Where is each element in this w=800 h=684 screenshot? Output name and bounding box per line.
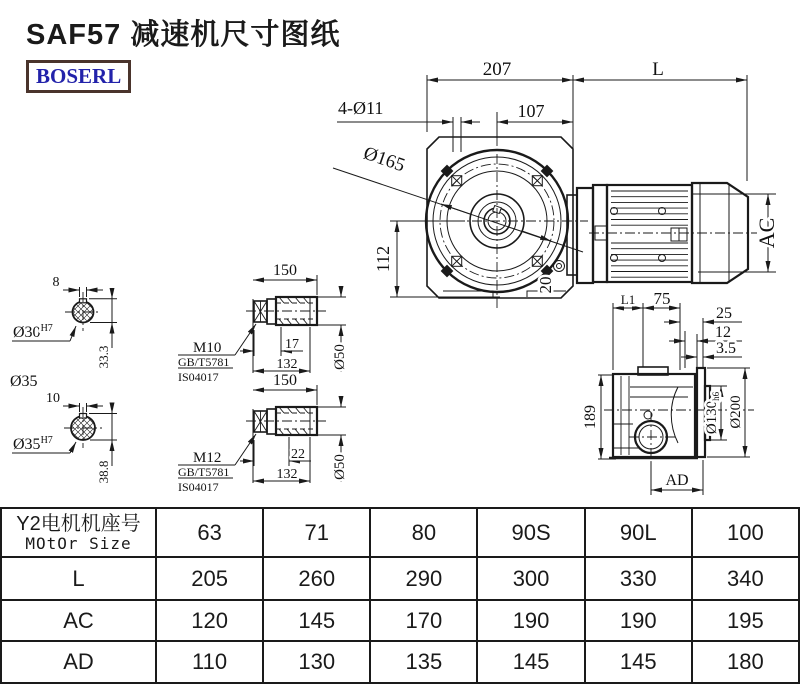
cell-AC-1: 145 xyxy=(263,600,370,641)
row-label-AD: AD xyxy=(1,641,156,683)
label-ext2-thread: M12 xyxy=(193,450,222,466)
cell-L-1: 260 xyxy=(263,557,370,600)
cell-L-2: 290 xyxy=(370,557,477,600)
dim-12: 12 xyxy=(715,324,731,341)
dim-flange-dia: Ø165 xyxy=(360,142,408,177)
dim-L: L xyxy=(652,59,664,80)
cell-AD-3: 145 xyxy=(477,641,584,683)
cell-L-4: 330 xyxy=(585,557,692,600)
cell-AC-3: 190 xyxy=(477,600,584,641)
dim-25: 25 xyxy=(716,305,732,322)
label-bore-35 xyxy=(13,435,53,453)
dim-3-5: 3.5 xyxy=(716,340,736,357)
col-80: 80 xyxy=(370,508,477,557)
dim-189: 189 xyxy=(582,405,599,429)
dim-ext1-17: 17 xyxy=(285,337,299,352)
dim-33-3: 33.3 xyxy=(96,345,111,369)
table-row-L xyxy=(1,557,799,600)
shaft-section-1 xyxy=(10,275,117,390)
label-ext2-std2: IS04017 xyxy=(178,480,219,494)
cell-AD-2: 135 xyxy=(370,641,477,683)
brand-logo-text: BOSERL xyxy=(36,64,122,88)
label-ext2-std1: GB/T5781 xyxy=(178,465,230,479)
dim-ext1-150: 150 xyxy=(273,262,297,279)
cell-AC-2: 170 xyxy=(370,600,477,641)
table-row-AD xyxy=(1,641,799,683)
table-header-row xyxy=(1,508,799,557)
label-ext1-std2: IS04017 xyxy=(178,370,219,384)
dim-key-10: 10 xyxy=(46,391,60,406)
dim-AC: AC xyxy=(754,217,779,249)
dim-key-8: 8 xyxy=(52,275,60,290)
side-view-dimensions xyxy=(582,289,750,495)
cell-AC-4: 190 xyxy=(585,600,692,641)
dim-bolt-holes: 4-Ø11 xyxy=(338,98,384,118)
label-shaft-35: Ø35 xyxy=(10,373,38,390)
page-title: SAF57 减速机尺寸图纸 xyxy=(26,19,341,51)
label-ext1-std1: GB/T5781 xyxy=(178,355,230,369)
cell-AD-0: 110 xyxy=(156,641,263,683)
col-90S: 90S xyxy=(477,508,584,557)
dim-130-tol: h6 xyxy=(711,391,721,401)
cell-AC-5: 195 xyxy=(692,600,799,641)
header-motor-size xyxy=(1,508,156,557)
bore-30: Ø30 xyxy=(13,324,41,341)
motor-fins xyxy=(611,191,688,277)
dim-ext2-22: 22 xyxy=(291,447,305,462)
dim-ext2-132: 132 xyxy=(276,467,298,482)
col-63: 63 xyxy=(156,508,263,557)
cell-L-0: 205 xyxy=(156,557,263,600)
dim-AD: AD xyxy=(665,472,689,489)
shaft-extension-1 xyxy=(178,262,348,384)
dim-ext1-132: 132 xyxy=(276,357,298,372)
motor-size-table xyxy=(0,507,800,684)
cell-AC-0: 120 xyxy=(156,600,263,641)
cell-L-5: 340 xyxy=(692,557,799,600)
dim-ext2-50: Ø50 xyxy=(332,454,348,480)
dim-L1: L1 xyxy=(620,292,636,307)
shaft-extension-2 xyxy=(178,372,348,494)
header-motor-size-en: MOtOr Size xyxy=(25,533,132,553)
dim-flange-od: Ø200 xyxy=(728,395,744,429)
col-90L: 90L xyxy=(585,508,692,557)
dim-38-8: 38.8 xyxy=(96,460,111,484)
cell-L-3: 300 xyxy=(477,557,584,600)
label-bore-30 xyxy=(13,323,53,341)
dim-130: Ø130 xyxy=(704,400,720,435)
dim-ext1-50: Ø50 xyxy=(332,344,348,370)
row-label-AC: AC xyxy=(1,600,156,641)
label-ext1-thread: M10 xyxy=(193,340,222,356)
table-row-AC xyxy=(1,600,799,641)
dim-spigot-dia xyxy=(704,391,721,434)
col-100: 100 xyxy=(692,508,799,557)
header-motor-size-cn: Y2电机机座号 xyxy=(16,512,141,535)
dim-ext2-150: 150 xyxy=(273,372,297,389)
bore-30-tol: H7 xyxy=(40,323,53,334)
front-view xyxy=(418,136,757,308)
shaft-section-2 xyxy=(12,391,117,483)
bore-35: Ø35 xyxy=(13,436,41,453)
dim-107: 107 xyxy=(517,101,545,121)
cell-AD-4: 145 xyxy=(585,641,692,683)
dim-20: 20 xyxy=(536,276,555,294)
dim-207: 207 xyxy=(482,59,512,80)
dim-112: 112 xyxy=(373,245,393,273)
cell-AD-5: 180 xyxy=(692,641,799,683)
cell-AD-1: 130 xyxy=(263,641,370,683)
row-label-L: L xyxy=(1,557,156,600)
col-71: 71 xyxy=(263,508,370,557)
dim-75: 75 xyxy=(653,289,671,308)
bore-35-tol: H7 xyxy=(40,435,53,446)
